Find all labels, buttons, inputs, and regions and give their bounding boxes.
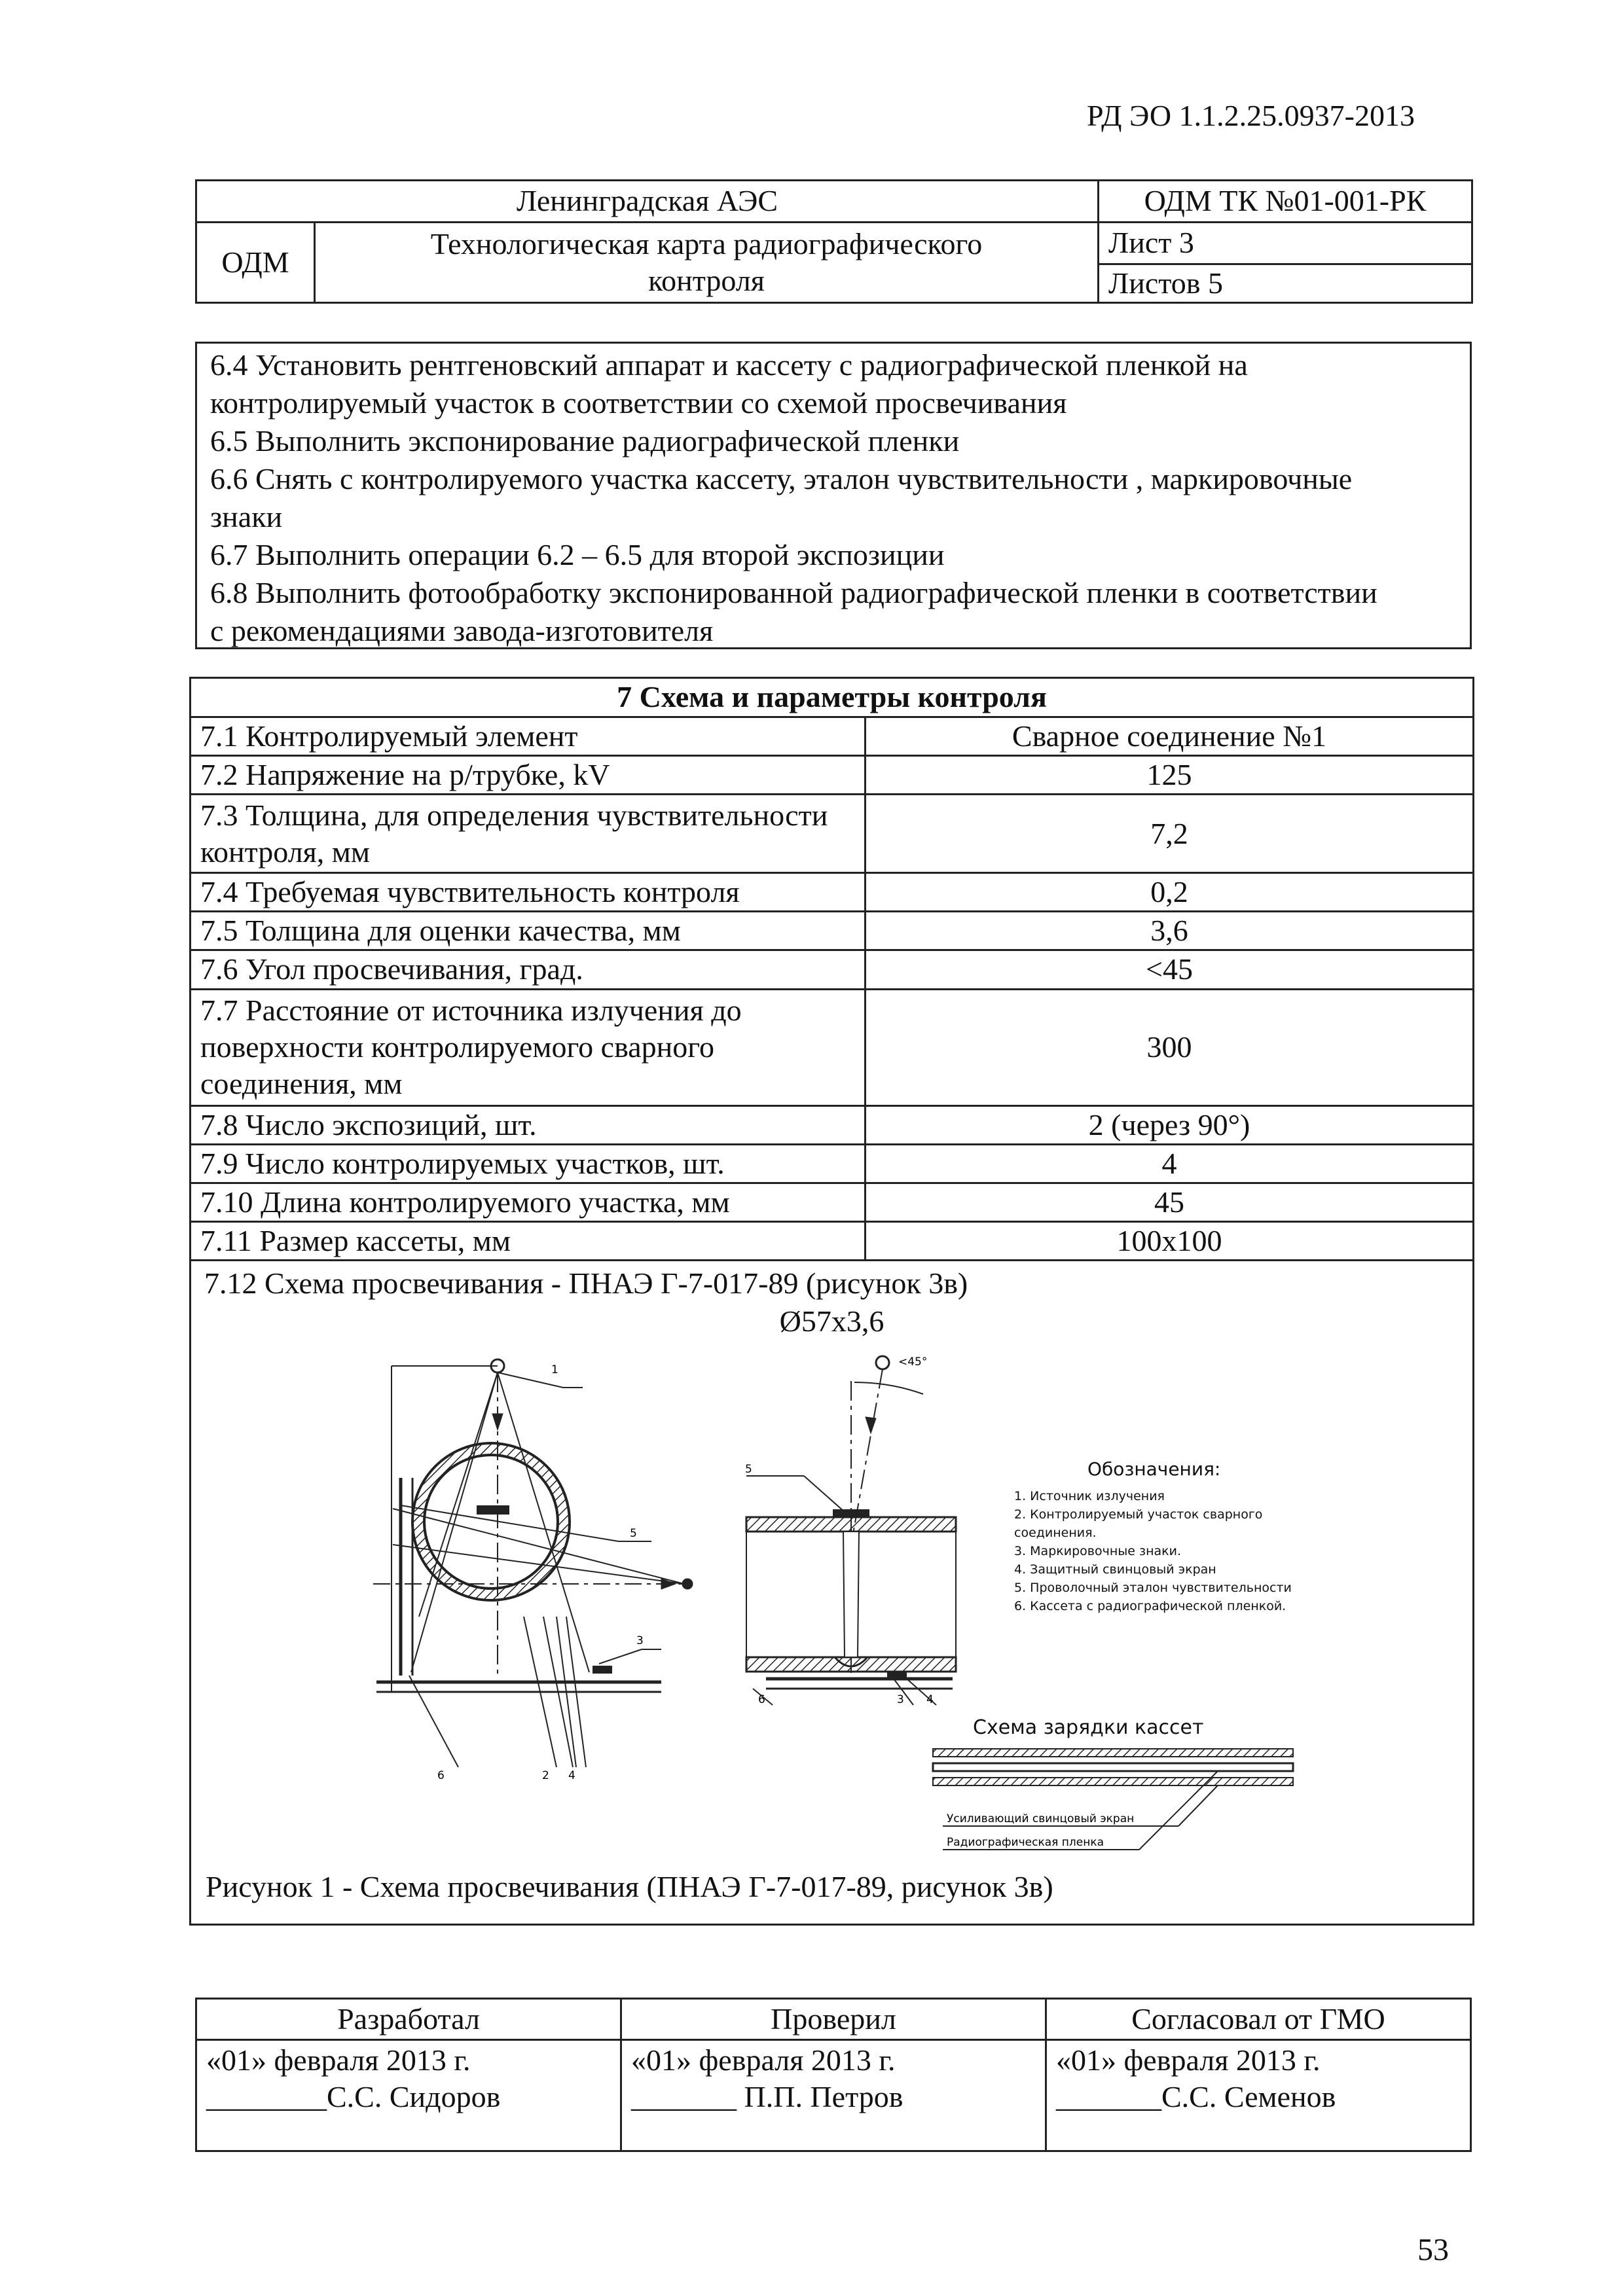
param-value: Сварное соединение №1 — [866, 717, 1474, 756]
document-code: РД ЭО 1.1.2.25.0937-2013 — [1087, 99, 1415, 132]
legend-list — [1014, 1487, 1355, 1615]
param-label: 7.9 Число контролируемых участков, шт. — [191, 1144, 866, 1183]
signature-role: Проверил — [621, 1999, 1046, 2040]
param-label: 7.7 Расстояние от источника излучения до поверхности контролируемого сварного соединения, мм — [191, 989, 866, 1105]
step-line: знаки — [210, 500, 283, 533]
legend-item: 5. Проволочный эталон чувствительности — [1014, 1581, 1292, 1595]
param-value: 100х100 — [866, 1221, 1474, 1260]
odm-label: ОДМ — [196, 223, 315, 303]
callout-number: 6 — [437, 1769, 445, 1782]
param-value: 0,2 — [866, 873, 1474, 912]
step-line: с рекомендациями завода-изготовителя — [210, 614, 714, 647]
cassette-label: Усиливающий свинцовый экран — [947, 1812, 1135, 1825]
scheme-label: 7.12 Схема просвечивания - ПНАЭ Г-7-017-89 (рисунок 3в) — [204, 1266, 968, 1300]
signature-block — [621, 2040, 1046, 2151]
legend-item: 4. Защитный свинцовый экран — [1014, 1562, 1216, 1577]
step-line: 6.8 Выполнить фотообработку экспонированной радиографической пленки в соответствии — [210, 576, 1377, 609]
param-label: 7.3 Толщина, для определения чувствительности контроля, мм — [191, 795, 866, 873]
legend-item: 6. Кассета с радиографической пленкой. — [1014, 1599, 1286, 1613]
signature-name: ________С.С. Сидоров — [206, 2080, 501, 2114]
signature-block — [196, 2040, 621, 2151]
second-source-icon — [682, 1579, 693, 1589]
param-value: 300 — [866, 989, 1474, 1105]
legend-item: соединения. — [1014, 1526, 1097, 1540]
page-number: 53 — [1417, 2233, 1449, 2267]
legend-item: 2. Контролируемый участок сварного — [1014, 1507, 1263, 1522]
param-label: 7.5 Толщина для оценки качества, мм — [191, 912, 866, 950]
cassette-loading-diagram — [933, 1749, 1293, 1850]
cassette-title: Схема зарядки кассет — [973, 1716, 1204, 1739]
callout-number: 5 — [745, 1463, 752, 1476]
param-label: 7.10 Длина контролируемого участка, мм — [191, 1183, 866, 1221]
signature-name: _______С.С. Семенов — [1056, 2080, 1336, 2114]
signature-name: _______ П.П. Петров — [631, 2080, 903, 2114]
callout-number: 4 — [568, 1769, 575, 1782]
signature-table — [195, 1998, 1472, 2152]
step-line: 6.7 Выполнить операции 6.2 – 6.5 для второй экспозиции — [210, 538, 945, 571]
signature-date: «01» февраля 2013 г. — [206, 2043, 471, 2077]
step-line: 6.6 Снять с контролируемого участка кассету, эталон чувствительности , маркировочные — [210, 462, 1353, 495]
signature-date: «01» февраля 2013 г. — [1056, 2043, 1321, 2077]
param-value: <45 — [866, 950, 1474, 989]
step-line: 6.5 Выполнить экспонирование радиографической пленки — [210, 424, 960, 457]
param-value: 2 (через 90°) — [866, 1105, 1474, 1144]
step-line: контролируемый участок в соответствии со схемой просвечивания — [210, 386, 1067, 420]
inclined-source-icon — [876, 1356, 889, 1369]
callout-number: 5 — [630, 1527, 637, 1540]
param-label: 7.6 Угол просвечивания, град. — [191, 950, 866, 989]
param-value: 7,2 — [866, 795, 1474, 873]
card-title-line2: контроля — [648, 264, 765, 298]
param-label: 7.11 Размер кассеты, мм — [191, 1221, 866, 1260]
callout-number: 3 — [636, 1634, 644, 1647]
param-value: 125 — [866, 756, 1474, 795]
param-value: 3,6 — [866, 912, 1474, 950]
angle-label: <45° — [898, 1355, 928, 1369]
section-title: 7 Схема и параметры контроля — [191, 678, 1474, 717]
legend-item: 1. Источник излучения — [1014, 1489, 1165, 1503]
sheet-number: Лист 3 — [1099, 223, 1472, 264]
plant-name: Ленинградская АЭС — [196, 181, 1099, 223]
pipe-size: Ø57х3,6 — [779, 1304, 884, 1338]
param-label: 7.8 Число экспозиций, шт. — [191, 1105, 866, 1144]
param-label: 7.1 Контролируемый элемент — [191, 717, 866, 756]
callout-number: 6 — [758, 1693, 765, 1706]
callout-number: 2 — [542, 1769, 549, 1782]
card-title-line1: Технологическая карта радиографического — [430, 226, 983, 260]
legend-item: 3. Маркировочные знаки. — [1014, 1544, 1182, 1558]
card-code: ОДМ ТК №01-001-РК — [1099, 181, 1472, 223]
param-label: 7.4 Требуемая чувствительность контроля — [191, 873, 866, 912]
figure-caption: Рисунок 1 - Схема просвечивания (ПНАЭ Г-7-017-89, рисунок 3в) — [206, 1869, 1053, 1903]
legend-title: Обозначения: — [1087, 1458, 1221, 1480]
sheets-total: Листов 5 — [1099, 264, 1472, 303]
param-label: 7.2 Напряжение на р/трубке, kV — [191, 756, 866, 795]
callout-number: 3 — [897, 1693, 904, 1706]
callout-number: 1 — [551, 1363, 558, 1376]
callout-number: 4 — [926, 1693, 934, 1706]
signature-role: Разработал — [196, 1999, 621, 2040]
pipe-cross-section — [373, 1359, 693, 1767]
cassette-label: Радиографическая пленка — [947, 1836, 1104, 1849]
signature-role: Согласовал от ГМО — [1046, 1999, 1471, 2040]
step-line: 6.4 Установить рентгеновский аппарат и кассету с радиографической пленкой на — [210, 348, 1248, 382]
weld-longitudinal-section — [746, 1356, 956, 1705]
signature-date: «01» февраля 2013 г. — [631, 2043, 896, 2077]
signature-block — [1046, 2040, 1471, 2151]
param-value: 4 — [866, 1144, 1474, 1183]
param-value: 45 — [866, 1183, 1474, 1221]
